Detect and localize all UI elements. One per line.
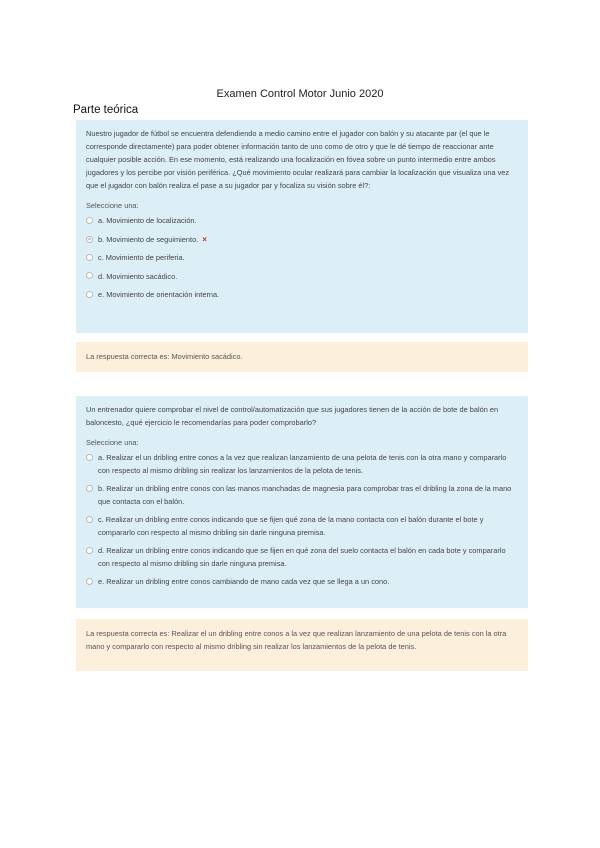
radio-button[interactable]: [86, 516, 93, 523]
question-2-text: Un entrenador quiere comprobar el nivel de control/automatización que sus jugadores tienen de la acción de bote de balón en baloncesto, ¿qué ejercicio le recomendarías para poder comprobarlo?: [86, 405, 499, 428]
question-1-feedback: La respuesta correcta es: Movimiento sacádico.: [76, 342, 528, 372]
radio-button[interactable]: [86, 454, 93, 461]
incorrect-icon: ×: [202, 234, 207, 244]
option-label: d. Realizar un dribling entre conos indicando que se fijen en qué zona del suelo contacta el balón en cada bote y compararlo con respecto al mismo dribling sin darle ninguna premisa.: [98, 546, 506, 569]
section-title: Parte teórica: [73, 104, 139, 116]
radio-button[interactable]: [86, 578, 93, 585]
question-2-box: [76, 396, 528, 608]
question-1-option-d[interactable]: [86, 270, 518, 283]
question-1-select-label: Seleccione una:: [86, 201, 139, 211]
question-2-feedback: La respuesta correcta es: Realizar el un dribling entre conos a la vez que realizan lanzamiento de una pelota de tenis con la otra mano y compararlo con respecto al mismo dribling sin realizar los lanzamientos de la pelota de tenis.: [76, 619, 528, 671]
radio-button[interactable]: [86, 547, 93, 554]
question-1-box: [76, 120, 528, 333]
question-1-options: [86, 214, 518, 301]
question-2-option-c[interactable]: [86, 513, 518, 539]
option-label: b. Movimiento de seguimiento.: [98, 234, 199, 244]
question-2-option-b[interactable]: [86, 482, 518, 508]
question-2-option-e[interactable]: [86, 575, 518, 588]
question-1-option-a[interactable]: [86, 214, 518, 227]
option-label: e. Movimiento de orientación interna.: [98, 290, 220, 300]
question-2-option-a[interactable]: [86, 451, 518, 477]
radio-button[interactable]: [86, 254, 93, 261]
question-2-options: [86, 451, 518, 588]
option-label: c. Movimiento de periferia.: [98, 253, 185, 263]
radio-button[interactable]: [86, 485, 93, 492]
radio-button[interactable]: [86, 291, 93, 298]
radio-button[interactable]: [86, 217, 93, 224]
option-label: e. Realizar un dribling entre conos cambiando de mano cada vez que se llega a un cono.: [98, 577, 390, 587]
option-label: a. Movimiento de localización.: [98, 216, 197, 226]
document-title: Examen Control Motor Junio 2020: [216, 88, 384, 100]
radio-button-selected[interactable]: [86, 236, 93, 243]
question-2-select-label: Seleccione una:: [86, 438, 139, 448]
option-label: d. Movimiento sacádico.: [98, 271, 178, 281]
radio-button[interactable]: [86, 272, 93, 279]
question-1-option-c[interactable]: [86, 251, 518, 264]
question-1-text: Nuestro jugador de fútbol se encuentra defendiendo a medio camino entre el jugador con balón y su atacante par (el que le corresponde directamente) para poder obtener información tanto de uno como de otro y que le dé tiempo de reaccionar ante cualquier posible acción. En ese momento, está realizando una focalización en fóvea sobre un punto intermedio entre ambos jugadores y los percibe por visión periférica. ¿Qué movimiento ocular realizará para cambiar la localización que visualiza una vez que el jugador con balón realiza el pase a su jugador par y focaliza su visión sobre él?:: [86, 129, 510, 191]
question-1-option-b[interactable]: [86, 233, 518, 246]
option-label: a. Realizar el un dribling entre conos a la vez que realizan lanzamiento de una pelota de tenis con la otra mano y compararlo con respecto al mismo dribling sin realizar los lanzamientos de la pelota de tenis.: [98, 453, 507, 476]
option-label: b. Realizar un dribling entre conos con las manos manchadas de magnesia para comprobar tras el dribling la zona de la mano que contacta con el balón.: [98, 484, 512, 507]
question-2-option-d[interactable]: [86, 544, 518, 570]
question-1-option-e[interactable]: [86, 288, 518, 301]
option-label: c. Realizar un dribling entre conos indicando que se fijen qué zona de la mano contacta con el balón durante el bote y compararlo con respecto al mismo dribling sin darle ninguna premisa.: [98, 515, 484, 538]
